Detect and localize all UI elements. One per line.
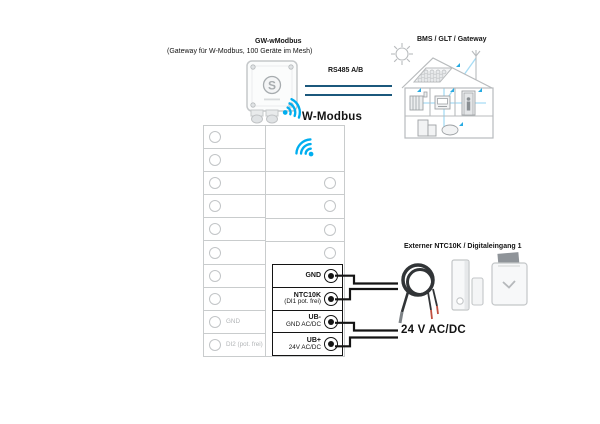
terminal-wires [330,260,400,352]
terminal-cell-label: UB- [308,314,321,322]
terminal-label-di2: DI2 (pot. frei) [226,341,263,349]
terminal-circle [209,247,221,259]
external-devices-illustration [392,252,534,330]
terminal-row [266,219,344,242]
terminal-circle [209,223,221,235]
terminal-circle [209,270,221,282]
rs485-label: RS485 A/B [328,67,364,74]
device-subtitle: (Gateway für W-Modbus, 100 Geräte im Mesh) [167,47,313,55]
door-contact-illustration [452,260,483,310]
terminal-row [266,195,344,218]
ntc-probe-illustration [400,265,438,323]
rs485-line-a [305,85,392,87]
power-label: 24 V AC/DC [401,324,466,336]
terminal-circle [324,224,336,236]
terminal-row [204,218,265,241]
terminal-circle [324,200,336,212]
terminal-row [204,195,265,218]
terminal-cell-label: GND [305,272,321,280]
terminal-cell-label: NTC10K [293,291,321,299]
bms-label: BMS / GLT / Gateway [417,36,487,43]
terminal-block-table [203,125,345,357]
card-switch-illustration [492,252,527,305]
terminal-cell-sublabel: 24V AC/DC [288,343,321,351]
terminal-row [204,288,265,311]
terminal-cell-sublabel: GND AC/DC [286,320,321,328]
terminal-row [266,172,344,195]
wifi-icon [286,129,324,167]
antenna-icon [472,50,480,80]
terminal-circle [209,293,221,305]
terminal-circle [209,154,221,166]
door-icon [462,91,475,115]
terminal-circle [209,316,221,328]
control-panel-icon [435,96,450,109]
cable-gland-icon [267,115,278,123]
terminal-cell-label: UB+ [306,337,321,345]
terminal-row-di2 [204,334,265,356]
terminal-circle [209,131,221,143]
terminal-row [204,265,265,288]
cable-gland-icon [252,115,263,123]
terminal-circle [324,177,336,189]
terminal-row [204,149,265,172]
terminal-circle [324,247,336,259]
device-logo-letter: S [267,78,277,93]
wmodbus-label: W-Modbus [302,111,363,123]
building-illustration [388,30,500,140]
terminal-cell-sublabel: (DI1 pot. frei) [284,298,321,306]
terminal-row-gnd [204,311,265,334]
rs485-line-b [305,94,392,96]
terminal-circle [209,200,221,212]
radiator-icon [410,92,427,110]
radio-cell [266,126,344,172]
terminal-column-left [204,126,266,356]
terminal-circle [209,339,221,351]
terminal-label-gnd: GND [226,318,240,326]
sun-icon [391,43,413,65]
device-title: GW-wModbus [255,38,302,45]
external-devices-label: Externer NTC10K / Digitaleingang 1 [404,243,522,250]
terminal-row [204,126,265,149]
boiler-icon [418,120,458,136]
terminal-row [204,172,265,195]
terminal-circle [209,177,221,189]
terminal-row [204,241,265,264]
